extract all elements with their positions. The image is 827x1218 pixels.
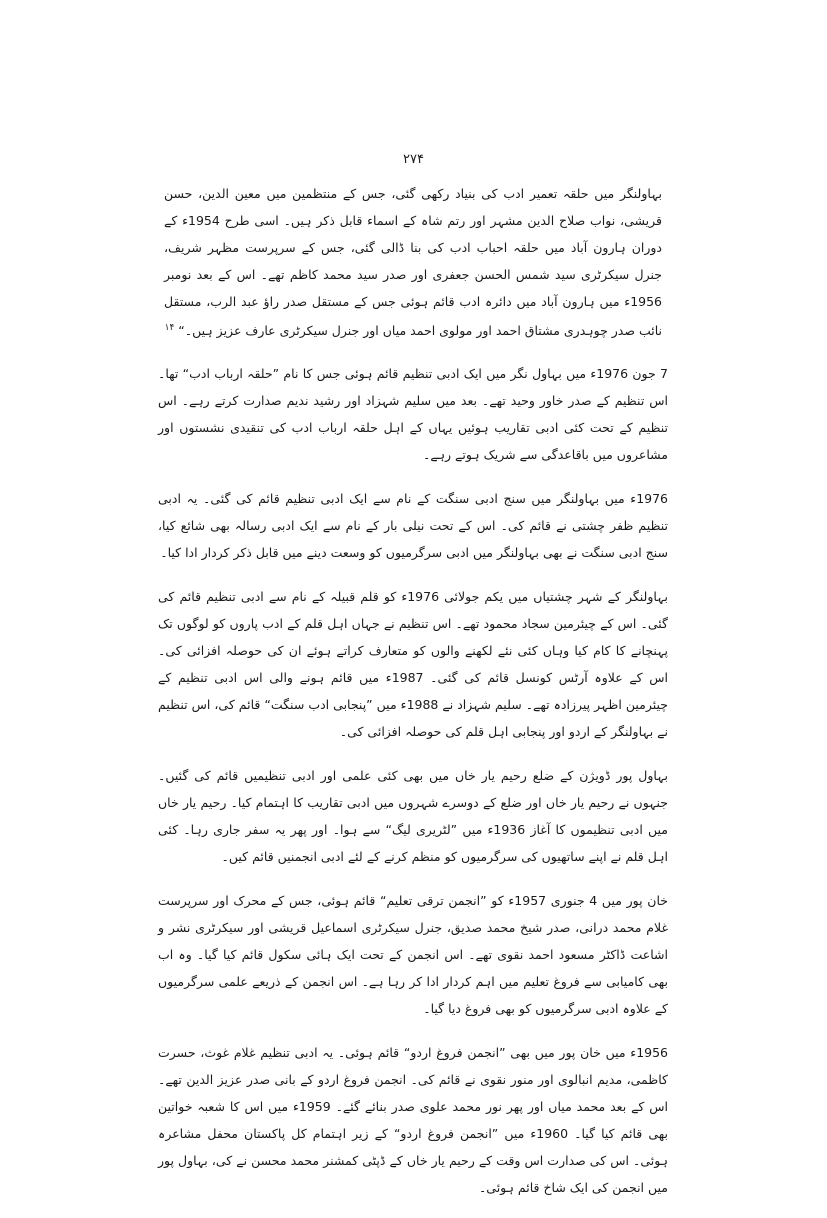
paragraph-anjuman-taraqqi-taleem: خان پور میں 4 جنوری 1957ء کو ”انجمن ترقی تعلیم“ قائم ہوئی، جس کے محرک اور سرپرست غلام محمد درانی، صدر شیخ محمد صدیق، جنرل سیکرٹری اسماعیل قریشی اور سیکرٹری نشر و اشاعت ڈاکٹر مسعود احمد نقوی تھے۔ اس انجمن کے تحت ایک ہائی سکول قائم کیا گیا۔ وہ اب بھی کامیابی سے فروغ تعلیم میں اہم کردار ادا کر رہا ہے۔ اس انجمن کے ذریعے علمی سرگرمیوں کے علاوہ ادبی سرگرمیوں کو بھی فروغ دیا گیا۔ xyxy=(158,893,668,1017)
page-body xyxy=(158,180,668,1218)
paragraph-anjuman-farogh-urdu: 1956ء میں خان پور میں بھی ”انجمن فروغ اردو“ قائم ہوئی۔ یہ ادبی تنظیم غلام غوث، حسرت کاظمی، مدیم انبالوی اور منور نقوی نے قائم کی۔ انجمن فروغ اردو کے بانی صدر عزیز الدین تھے۔ اس کے بعد محمد میاں اور پھر نور محمد علوی صدر بنائے گئے۔ 1959ء میں اس کا شعبہ خواتین بھی قائم کیا گیا۔ 1960ء میں ”انجمن فروغ اردو“ کے زیر اہتمام کل پاکستان محفل مشاعرہ ہوئی۔ اس کی صدارت اس وقت کے رحیم یار خاں کے ڈپٹی کمشنر محمد محسن نے کی، بہاول پور میں انجمن کی ایک شاخ قائم ہوئی۔ xyxy=(158,1045,668,1196)
footnote-marker: ۱۴ xyxy=(164,323,175,333)
paragraph-sanj-adabi-sangat: 1976ء میں بہاولنگر میں سنج ادبی سنگت کے نام سے ایک ادبی تنظیم قائم کی گئی۔ یہ ادبی تنظیم ظفر چشتی نے قائم کی۔ اس کے تحت نیلی بار کے نام سے ایک ادبی رسالہ بھی شائع کیا، سنج ادبی سنگت نے بھی بہاولنگر میں ادبی سرگرمیوں کو وسعت دینے میں قابل ذکر کردار ادا کیا۔ xyxy=(158,491,668,561)
quote-text: بہاولنگر میں حلقہ تعمیر ادب کی بنیاد رکھی گئی، جس کے منتظمین میں معین الدین، حسن قریشی، نواب صلاح الدین مشہر اور رتم شاہ کے اسماء قابل ذکر ہیں۔ اسی طرح 1954ء کے دوران ہارون آباد میں حلقہ احباب ادب کی بنا ڈالی گئی، جس کے سرپرست مظہر شریف، جنرل سیکرٹری سید شمس الحسن جعفری اور صدر سید محمد کاظم تھے۔ اس کے بعد نومبر 1956ء میں ہارون آباد میں دائرہ ادب قائم ہوئی جس کے مستقل صدر راؤ عبد الرب، مستقل نائب صدر چوہدری مشتاق احمد اور مولوی احمد میاں اور جنرل سیکرٹری عارف عزیز ہیں۔“ xyxy=(164,186,662,339)
page-number: ۲۷۴ xyxy=(403,152,424,167)
paragraph-halqa-arbab-e-adab: 7 جون 1976ء میں بہاول نگر میں ایک ادبی تنظیم قائم ہوئی جس کا نام ”حلقہ ارباب ادب“ تھا۔ اس تنظیم کے صدر خاور وحید تھے۔ بعد میں سلیم شہزاد اور رشید ندیم صدارت کرتے رہے۔ اس تنظیم کے تحت کئی ادبی تقاریب ہوئیں یہاں کے اہل حلقہ ارباب ادب کی تنقیدی نشستوں اور مشاعروں میں باقاعدگی سے شریک ہوتے رہے۔ xyxy=(158,366,668,463)
paragraph-qalam-qabeela: بہاولنگر کے شہر چشتیاں میں یکم جولائی 1976ء کو قلم قبیلہ کے نام سے ادبی تنظیم قائم کی گئی۔ اس کے چیئرمین سجاد محمود تھے۔ اس تنظیم نے جہاں اہل قلم کے ادب پاروں کو لوگوں تک پہنچانے کا کام کیا وہاں کئی نئے لکھنے والوں کو متعارف کراتے ہوئے ان کی حوصلہ افزائی کی۔ اس کے علاوہ آرٹس کونسل قائم کی گئی۔ 1987ء میں قائم ہونے والی اس ادبی تنظیم کے چیئرمین اظہر پیرزادہ تھے۔ سلیم شہزاد نے 1988ء میں ”پنجابی ادب سنگت“ قائم کی، اس تنظیم نے بہاولنگر کے اردو اور پنجابی اہل قلم کی حوصلہ افزائی کی۔ xyxy=(158,589,669,740)
block-quote xyxy=(164,180,662,344)
paragraph-rahim-yar-khan: بہاول پور ڈویژن کے ضلع رحیم یار خاں میں بھی کئی علمی اور ادبی تنظیمیں قائم کی گئیں۔ جنہوں نے رحیم یار خاں اور ضلع کے دوسرے شہروں میں ادبی تقاریب کا اہتمام کیا۔ رحیم یار خاں میں ادبی تنظیموں کا آغاز 1936ء میں ”لٹریری لیگ“ سے ہوا۔ اور پھر یہ سفر جاری رہا۔ کئی اہل قلم نے اپنے ساتھیوں کی سرگرمیوں کو منظم کرنے کے لئے ادبی انجمنیں قائم کیں۔ xyxy=(158,768,668,865)
